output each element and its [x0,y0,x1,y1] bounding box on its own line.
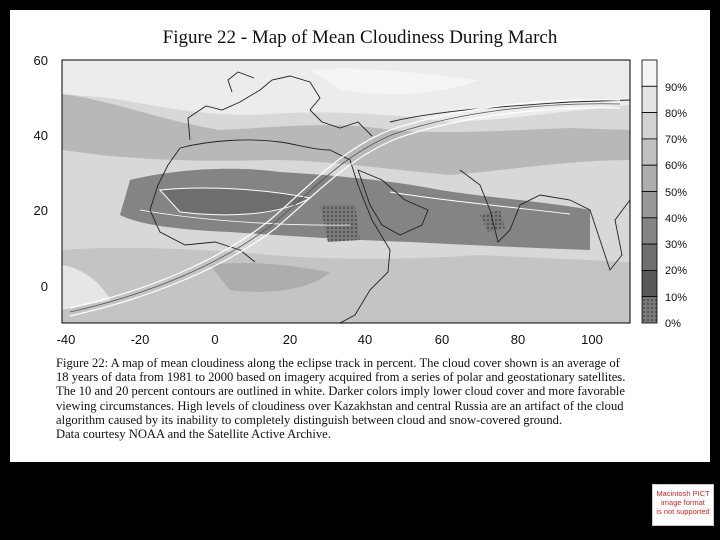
unsupported-image-placeholder [652,484,714,526]
legend-label: 0% [665,318,681,330]
legend-label: 80% [665,108,688,120]
lon-tick: 0 [211,332,219,347]
legend-swatch [642,113,657,139]
legend-swatch [642,60,657,86]
caption-line: The 10 and 20 percent contours are outlined in white. Darker colors imply lower cloud cover and more favorable [56,384,625,399]
lat-tick: 0 [40,279,48,294]
legend-swatch [642,244,657,270]
legend-swatch [642,139,657,165]
legend-label: 40% [665,213,688,225]
legend-label: 70% [665,134,688,146]
lon-tick: -40 [56,332,76,347]
caption-line: Data courtesy NOAA and the Satellite Active Archive. [56,427,331,442]
legend-label: 90% [665,82,688,94]
placeholder-line: is not supported [656,507,710,516]
cloudiness-map [10,10,710,350]
slide-page [10,10,710,462]
lon-tick: 100 [581,332,603,347]
legend-swatch [642,165,657,191]
legend-label: 10% [665,292,688,304]
legend-label: 50% [665,187,688,199]
legend-swatch [642,218,657,244]
lon-tick: 60 [434,332,450,347]
caption-line: Figure 22: A map of mean cloudiness along the eclipse track in percent. The cloud cover shown is an average of [56,356,620,370]
placeholder-line: Macintosh PICT [656,489,710,498]
placeholder-line: image format [661,498,705,507]
lat-tick: 60 [33,53,48,68]
legend-swatch [642,86,657,112]
legend-label: 60% [665,160,688,172]
legend-swatch [642,270,657,296]
legend-swatch [642,192,657,218]
lat-tick: 40 [33,128,48,143]
figure-title: Figure 22 - Map of Mean Cloudiness During March [162,27,558,48]
caption-line: algorithm caused by its inability to completely distinguish between cloud and snow-covered ground. [56,412,563,427]
legend-label: 30% [665,239,688,251]
lon-tick: -20 [130,332,150,347]
legend-label: 20% [665,265,688,277]
lon-tick: 20 [282,332,298,347]
caption-line: 18 years of data from 1981 to 2000 based on imagery acquired from a series of polar and geostationary satellites. [56,370,626,385]
caption-line: viewing circumstances. High levels of cloudiness over Kazakhstan and central Russia are an artifact of the cloud [56,398,624,413]
figure-caption [56,356,692,441]
lon-tick: 40 [357,332,373,347]
lat-tick: 20 [33,203,48,218]
legend-swatch [642,297,657,323]
cloudiness-legend [642,60,687,330]
lon-tick: 80 [510,332,526,347]
